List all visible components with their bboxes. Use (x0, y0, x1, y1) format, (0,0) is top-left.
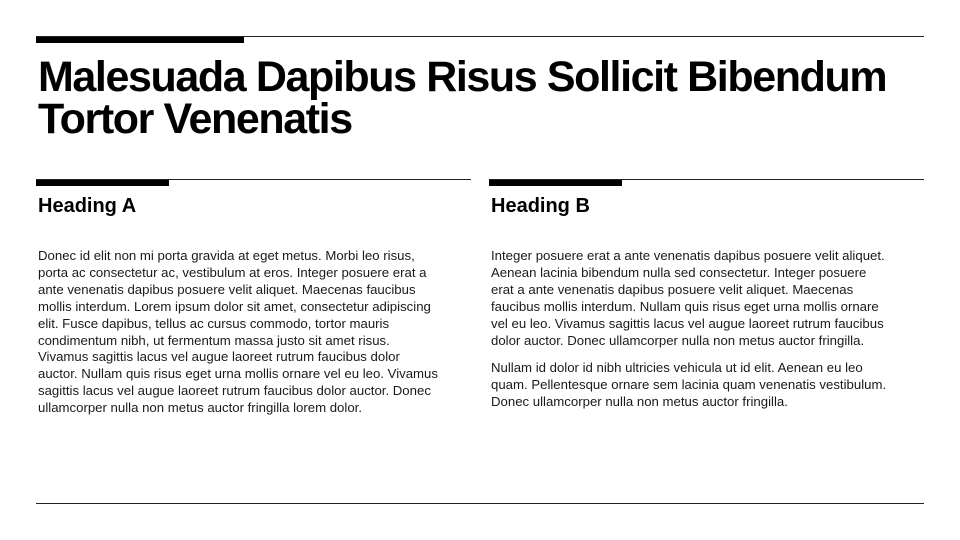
column-b-paragraph: Nullam id dolor id nibh ultricies vehicula ut id elit. Aenean eu leo quam. Pellentesque ornare sem lacinia quam venenatis vestibulum. Donec ullamcorper nulla non metus auctor fringilla. (491, 360, 887, 410)
column-b-body (491, 248, 891, 411)
top-rule-accent (36, 37, 244, 43)
slide-title: Malesuada Dapibus Risus Sollicit Bibendum Tortor Venenatis (38, 53, 887, 143)
column-b-heading: Heading B (491, 195, 590, 217)
column-b-rule-accent (489, 180, 622, 186)
column-a-body (38, 248, 442, 417)
column-a-heading: Heading A (38, 195, 137, 217)
column-a-paragraph: Donec id elit non mi porta gravida at eget metus. Morbi leo risus, porta ac consectetur ac, vestibulum at eros. Integer posuere erat a ante venenatis dapibus posuere velit aliquet. Maecenas faucibus mollis interdum. Lorem ipsum dolor sit amet, consectetur adipiscing elit. Fusce dapibus, tellus ac cursus commodo, tortor mauris condimentum nibh, ut fermentum massa justo sit amet risus. Vivamus sagittis lacus vel augue laoreet rutrum faucibus dolor auctor. Nullam quis risus eget urna mollis ornare vel eu leo. Vivamus sagittis lacus vel augue laoreet rutrum faucibus dolor auctor. Donec ullamcorper nulla non metus auctor fringilla lorem dolor. (38, 248, 438, 416)
column-b-paragraph: Integer posuere erat a ante venenatis dapibus posuere velit aliquet. Aenean lacinia bibendum nulla sed consectetur. Integer posuere erat a ante venenatis dapibus posuere velit aliquet. Maecenas faucibus mollis interdum. Nullam quis risus eget urna mollis ornare vel eu leo. Vivamus sagittis lacus vel augue laoreet rutrum faucibus dolor auctor. Donec ullamcorper nulla non metus auctor fringilla. (491, 248, 885, 348)
column-a-rule-accent (36, 180, 169, 186)
bottom-rule (36, 503, 924, 504)
